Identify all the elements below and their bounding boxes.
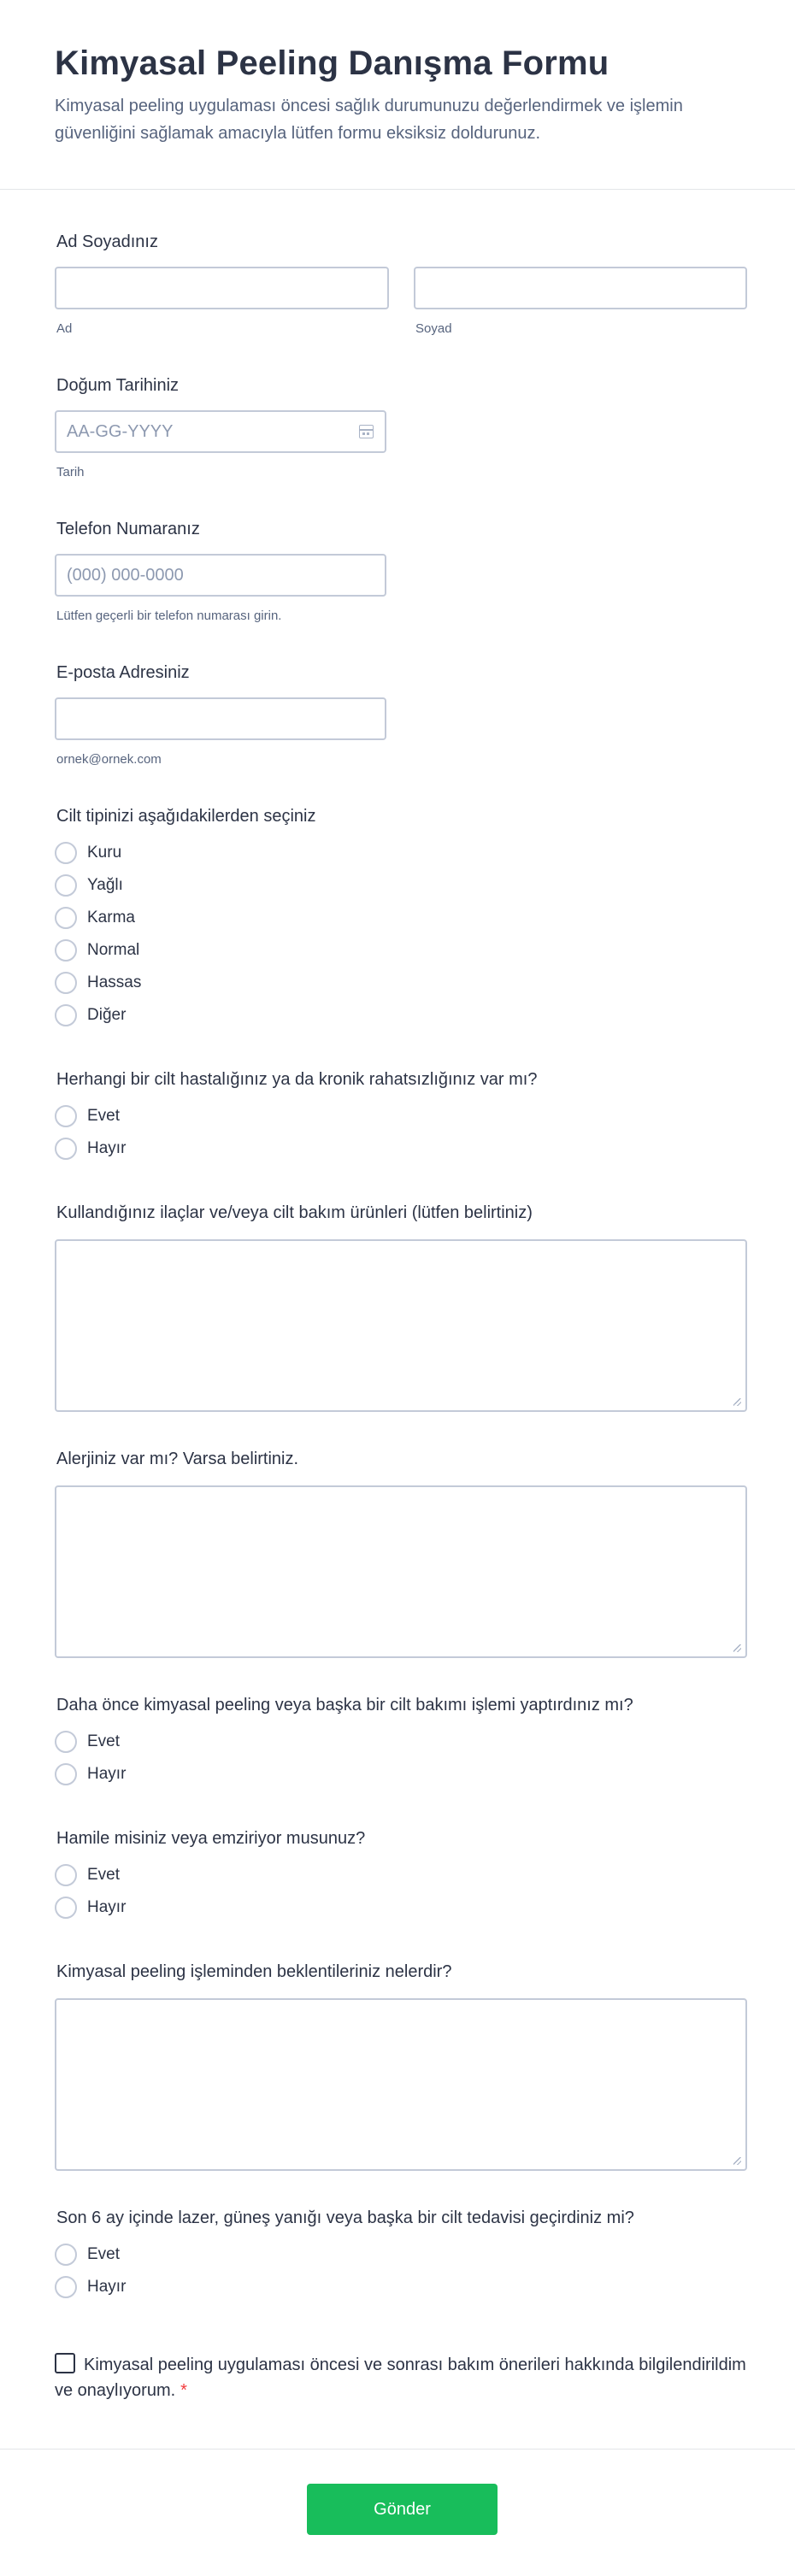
email-input[interactable] xyxy=(55,697,386,740)
previous-treatment-option-hayir[interactable] xyxy=(55,1762,126,1786)
resize-grip-icon[interactable] xyxy=(733,1644,741,1652)
radio-label: Evet xyxy=(87,1732,121,1750)
phone-input[interactable] xyxy=(55,554,386,597)
recent-treatment-option-hayir[interactable] xyxy=(55,2275,126,2299)
pregnancy-option-hayir[interactable] xyxy=(55,1896,126,1920)
skin-disease-option-hayir[interactable] xyxy=(55,1137,126,1161)
radio-button[interactable] xyxy=(55,1105,77,1127)
form-description: Kimyasal peeling uygulaması öncesi sağlık durumunuzu değerlendirmek ve işlemin güvenliğini sağlamak amacıyla lütfen formu eksiksiz doldurunuz. xyxy=(55,97,683,143)
skin-type-option-hassas[interactable] xyxy=(55,971,141,995)
resize-grip-icon[interactable] xyxy=(733,1398,741,1406)
skin-disease-option-evet[interactable] xyxy=(55,1104,120,1128)
skin-type-option-karma[interactable] xyxy=(55,906,135,930)
allergies-label: Alerjiniz var mı? Varsa belirtiniz. xyxy=(56,1450,299,1468)
radio-label: Diğer xyxy=(87,1006,127,1024)
phone-sublabel: Lütfen geçerli bir telefon numarası girin. xyxy=(56,609,282,623)
previous-treatment-option-evet[interactable] xyxy=(55,1730,120,1754)
radio-button[interactable] xyxy=(55,972,77,994)
first-name-sublabel: Ad xyxy=(56,321,73,336)
email-sublabel: ornek@ornek.com xyxy=(56,752,162,767)
allergies-textarea[interactable] xyxy=(55,1485,747,1658)
radio-button[interactable] xyxy=(55,2244,77,2266)
radio-button[interactable] xyxy=(55,2276,77,2298)
form-header xyxy=(0,0,795,190)
radio-label: Yağlı xyxy=(87,876,123,894)
consent-checkbox[interactable] xyxy=(55,2353,75,2373)
form-footer xyxy=(0,2449,795,2576)
expectations-textarea[interactable] xyxy=(55,1998,747,2171)
radio-label: Hayır xyxy=(87,1898,127,1916)
resize-grip-icon[interactable] xyxy=(733,2157,741,2165)
consent-text: Kimyasal peeling uygulaması öncesi ve sonrası bakım önerileri hakkında bilgilendirildim ve onaylıyorum. xyxy=(55,2355,746,2400)
skin-type-label: Cilt tipinizi aşağıdakilerden seçiniz xyxy=(56,807,316,826)
radio-button[interactable] xyxy=(55,1763,77,1785)
expectations-label: Kimyasal peeling işleminden beklentileriniz nelerdir? xyxy=(56,1962,452,1981)
birthdate-sublabel: Tarih xyxy=(56,465,85,479)
recent-treatment-option-evet[interactable] xyxy=(55,2243,120,2267)
consent-field xyxy=(55,2352,747,2403)
pregnancy-option-evet[interactable] xyxy=(55,1863,120,1887)
radio-button[interactable] xyxy=(55,1004,77,1026)
birthdate-label: Doğum Tarihiniz xyxy=(56,376,180,395)
radio-button[interactable] xyxy=(55,1731,77,1753)
radio-label: Evet xyxy=(87,2245,121,2263)
radio-label: Normal xyxy=(87,941,140,959)
skin-type-option-kuru[interactable] xyxy=(55,841,121,865)
pregnancy-label: Hamile misiniz veya emziriyor musunuz? xyxy=(56,1829,366,1848)
submit-button[interactable]: Gönder xyxy=(307,2484,498,2535)
form-title: Kimyasal Peeling Danışma Formu xyxy=(55,44,610,82)
medications-textarea[interactable] xyxy=(55,1239,747,1412)
email-label: E-posta Adresiniz xyxy=(56,663,190,682)
radio-label: Evet xyxy=(87,1866,121,1884)
radio-button[interactable] xyxy=(55,874,77,897)
last-name-sublabel: Soyad xyxy=(415,321,452,336)
previous-treatment-label: Daha önce kimyasal peeling veya başka bir cilt bakımı işlemi yaptırdınız mı? xyxy=(56,1696,633,1714)
radio-label: Hayır xyxy=(87,2278,127,2296)
name-label: Ad Soyadınız xyxy=(56,232,158,251)
radio-label: Hayır xyxy=(87,1765,127,1783)
radio-label: Hayır xyxy=(87,1139,127,1157)
phone-label: Telefon Numaranız xyxy=(56,520,200,538)
radio-label: Evet xyxy=(87,1107,121,1125)
calendar-icon[interactable] xyxy=(359,425,374,438)
radio-button[interactable] xyxy=(55,939,77,962)
radio-button[interactable] xyxy=(55,1864,77,1886)
radio-button[interactable] xyxy=(55,1138,77,1160)
first-name-input[interactable] xyxy=(55,267,389,309)
birthdate-input[interactable] xyxy=(55,410,386,453)
last-name-input[interactable] xyxy=(414,267,747,309)
radio-label: Hassas xyxy=(87,973,142,991)
recent-treatment-label: Son 6 ay içinde lazer, güneş yanığı veya başka bir cilt tedavisi geçirdiniz mi? xyxy=(56,2208,634,2227)
medications-label: Kullandığınız ilaçlar ve/veya cilt bakım ürünleri (lütfen belirtiniz) xyxy=(56,1203,533,1222)
radio-button[interactable] xyxy=(55,907,77,929)
skin-type-option-diger[interactable] xyxy=(55,1003,126,1027)
radio-button[interactable] xyxy=(55,1897,77,1919)
radio-label: Kuru xyxy=(87,844,122,862)
skin-type-option-yagli[interactable] xyxy=(55,873,123,897)
skin-disease-label: Herhangi bir cilt hastalığınız ya da kronik rahatsızlığınız var mı? xyxy=(56,1070,538,1089)
radio-label: Karma xyxy=(87,909,135,926)
required-mark: * xyxy=(180,2381,187,2400)
radio-button[interactable] xyxy=(55,842,77,864)
skin-type-option-normal[interactable] xyxy=(55,938,139,962)
